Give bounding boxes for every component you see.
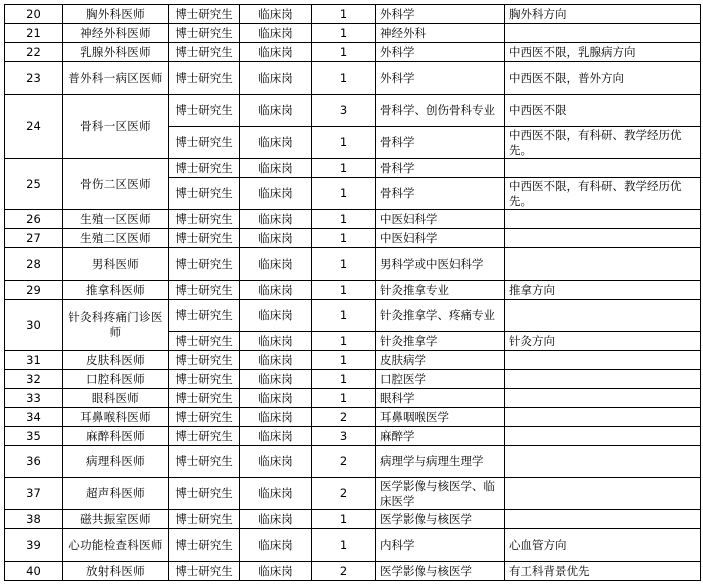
major: 针灸推拿学、疼痛专业 bbox=[376, 300, 505, 332]
position-name: 口腔科医师 bbox=[63, 370, 169, 389]
major: 针灸推拿专业 bbox=[376, 281, 505, 300]
position-name: 放射科医师 bbox=[63, 562, 169, 581]
position-name: 麻醉科医师 bbox=[63, 427, 169, 446]
row-number: 33 bbox=[5, 389, 63, 408]
post-type: 临床岗 bbox=[240, 281, 312, 300]
education: 博士研究生 bbox=[169, 281, 240, 300]
table-row bbox=[5, 24, 701, 43]
row-number: 37 bbox=[5, 478, 63, 510]
remarks bbox=[505, 389, 701, 408]
major: 麻醉学 bbox=[376, 427, 505, 446]
row-number: 39 bbox=[5, 529, 63, 562]
education: 博士研究生 bbox=[169, 159, 240, 178]
table-row bbox=[5, 248, 701, 281]
row-number: 24 bbox=[5, 95, 63, 159]
post-type: 临床岗 bbox=[240, 43, 312, 62]
table-row bbox=[5, 229, 701, 248]
post-type: 临床岗 bbox=[240, 229, 312, 248]
table-row bbox=[5, 389, 701, 408]
row-number: 32 bbox=[5, 370, 63, 389]
remarks: 中西医不限，有科研、教学经历优先。 bbox=[505, 178, 701, 210]
post-type: 临床岗 bbox=[240, 332, 312, 351]
major: 内科学 bbox=[376, 529, 505, 562]
post-type: 临床岗 bbox=[240, 178, 312, 210]
position-name: 骨伤二区医师 bbox=[63, 159, 169, 210]
headcount: 1 bbox=[312, 127, 376, 159]
table-row bbox=[5, 5, 701, 24]
remarks bbox=[505, 370, 701, 389]
headcount: 3 bbox=[312, 427, 376, 446]
remarks: 针灸方向 bbox=[505, 332, 701, 351]
table-row bbox=[5, 210, 701, 229]
post-type: 临床岗 bbox=[240, 24, 312, 43]
row-number: 26 bbox=[5, 210, 63, 229]
headcount: 1 bbox=[312, 529, 376, 562]
table-row bbox=[5, 510, 701, 529]
post-type: 临床岗 bbox=[240, 478, 312, 510]
row-number: 29 bbox=[5, 281, 63, 300]
table-row bbox=[5, 562, 701, 581]
position-name: 男科医师 bbox=[63, 248, 169, 281]
major: 骨科学 bbox=[376, 159, 505, 178]
post-type: 临床岗 bbox=[240, 529, 312, 562]
major: 病理学与病理生理学 bbox=[376, 446, 505, 478]
headcount: 1 bbox=[312, 300, 376, 332]
education: 博士研究生 bbox=[169, 427, 240, 446]
education: 博士研究生 bbox=[169, 370, 240, 389]
education: 博士研究生 bbox=[169, 210, 240, 229]
post-type: 临床岗 bbox=[240, 210, 312, 229]
position-name: 眼科医师 bbox=[63, 389, 169, 408]
headcount: 1 bbox=[312, 210, 376, 229]
education: 博士研究生 bbox=[169, 95, 240, 127]
education: 博士研究生 bbox=[169, 5, 240, 24]
post-type: 临床岗 bbox=[240, 562, 312, 581]
position-name: 病理科医师 bbox=[63, 446, 169, 478]
major: 神经外科 bbox=[376, 24, 505, 43]
remarks: 中西医不限，有科研、教学经历优先。 bbox=[505, 127, 701, 159]
post-type: 临床岗 bbox=[240, 446, 312, 478]
remarks bbox=[505, 427, 701, 446]
education: 博士研究生 bbox=[169, 248, 240, 281]
position-name: 普外科一病区医师 bbox=[63, 62, 169, 95]
position-name: 生殖二区医师 bbox=[63, 229, 169, 248]
row-number: 31 bbox=[5, 351, 63, 370]
major: 口腔医学 bbox=[376, 370, 505, 389]
headcount: 1 bbox=[312, 24, 376, 43]
remarks bbox=[505, 446, 701, 478]
position-name: 磁共振室医师 bbox=[63, 510, 169, 529]
position-name: 心功能检查科医师 bbox=[63, 529, 169, 562]
table-row bbox=[5, 427, 701, 446]
table-row bbox=[5, 281, 701, 300]
row-number: 35 bbox=[5, 427, 63, 446]
position-name: 超声科医师 bbox=[63, 478, 169, 510]
headcount: 1 bbox=[312, 159, 376, 178]
remarks bbox=[505, 510, 701, 529]
remarks: 中西医不限 bbox=[505, 95, 701, 127]
education: 博士研究生 bbox=[169, 389, 240, 408]
post-type: 临床岗 bbox=[240, 510, 312, 529]
major: 针灸推拿学 bbox=[376, 332, 505, 351]
major: 外科学 bbox=[376, 43, 505, 62]
table-row bbox=[5, 370, 701, 389]
position-name: 针灸科疼痛门诊医师 bbox=[63, 300, 169, 351]
headcount: 1 bbox=[312, 332, 376, 351]
row-number: 23 bbox=[5, 62, 63, 95]
post-type: 临床岗 bbox=[240, 159, 312, 178]
headcount: 2 bbox=[312, 562, 376, 581]
major: 骨科学 bbox=[376, 178, 505, 210]
headcount: 1 bbox=[312, 229, 376, 248]
headcount: 1 bbox=[312, 5, 376, 24]
position-name: 神经外科医师 bbox=[63, 24, 169, 43]
education: 博士研究生 bbox=[169, 529, 240, 562]
row-number: 34 bbox=[5, 408, 63, 427]
major: 医学影像与核医学 bbox=[376, 510, 505, 529]
education: 博士研究生 bbox=[169, 351, 240, 370]
remarks bbox=[505, 478, 701, 510]
remarks bbox=[505, 159, 701, 178]
education: 博士研究生 bbox=[169, 562, 240, 581]
major: 外科学 bbox=[376, 62, 505, 95]
remarks: 中西医不限，普外方向 bbox=[505, 62, 701, 95]
remarks bbox=[505, 351, 701, 370]
post-type: 临床岗 bbox=[240, 127, 312, 159]
post-type: 临床岗 bbox=[240, 427, 312, 446]
post-type: 临床岗 bbox=[240, 389, 312, 408]
row-number: 40 bbox=[5, 562, 63, 581]
major: 医学影像与核医学 bbox=[376, 562, 505, 581]
headcount: 1 bbox=[312, 389, 376, 408]
headcount: 1 bbox=[312, 510, 376, 529]
remarks bbox=[505, 229, 701, 248]
headcount: 1 bbox=[312, 351, 376, 370]
headcount: 1 bbox=[312, 248, 376, 281]
table-row bbox=[5, 446, 701, 478]
remarks: 有工科背景优先 bbox=[505, 562, 701, 581]
row-number: 27 bbox=[5, 229, 63, 248]
remarks: 推拿方向 bbox=[505, 281, 701, 300]
major: 男科学或中医妇科学 bbox=[376, 248, 505, 281]
remarks bbox=[505, 24, 701, 43]
row-number: 22 bbox=[5, 43, 63, 62]
remarks bbox=[505, 248, 701, 281]
education: 博士研究生 bbox=[169, 229, 240, 248]
table-row bbox=[5, 300, 701, 332]
remarks bbox=[505, 408, 701, 427]
remarks: 心血管方向 bbox=[505, 529, 701, 562]
position-name: 乳腺外科医师 bbox=[63, 43, 169, 62]
major: 医学影像与核医学、临床医学 bbox=[376, 478, 505, 510]
education: 博士研究生 bbox=[169, 408, 240, 427]
position-name: 推拿科医师 bbox=[63, 281, 169, 300]
post-type: 临床岗 bbox=[240, 370, 312, 389]
education: 博士研究生 bbox=[169, 127, 240, 159]
remarks bbox=[505, 210, 701, 229]
headcount: 1 bbox=[312, 178, 376, 210]
education: 博士研究生 bbox=[169, 300, 240, 332]
major: 皮肤病学 bbox=[376, 351, 505, 370]
major: 骨科学 bbox=[376, 127, 505, 159]
headcount: 2 bbox=[312, 478, 376, 510]
major: 外科学 bbox=[376, 5, 505, 24]
post-type: 临床岗 bbox=[240, 62, 312, 95]
headcount: 1 bbox=[312, 62, 376, 95]
education: 博士研究生 bbox=[169, 24, 240, 43]
table-row bbox=[5, 62, 701, 95]
post-type: 临床岗 bbox=[240, 248, 312, 281]
headcount: 1 bbox=[312, 43, 376, 62]
row-number: 28 bbox=[5, 248, 63, 281]
recruitment-table bbox=[4, 4, 701, 581]
position-name: 胸外科医师 bbox=[63, 5, 169, 24]
post-type: 临床岗 bbox=[240, 5, 312, 24]
post-type: 临床岗 bbox=[240, 408, 312, 427]
education: 博士研究生 bbox=[169, 178, 240, 210]
headcount: 1 bbox=[312, 281, 376, 300]
post-type: 临床岗 bbox=[240, 351, 312, 370]
post-type: 临床岗 bbox=[240, 95, 312, 127]
major: 耳鼻咽喉医学 bbox=[376, 408, 505, 427]
position-name: 耳鼻喉科医师 bbox=[63, 408, 169, 427]
remarks: 中西医不限，乳腺病方向 bbox=[505, 43, 701, 62]
post-type: 临床岗 bbox=[240, 300, 312, 332]
position-name: 皮肤科医师 bbox=[63, 351, 169, 370]
education: 博士研究生 bbox=[169, 478, 240, 510]
remarks: 胸外科方向 bbox=[505, 5, 701, 24]
row-number: 20 bbox=[5, 5, 63, 24]
education: 博士研究生 bbox=[169, 510, 240, 529]
major: 骨科学、创伤骨科专业 bbox=[376, 95, 505, 127]
major: 中医妇科学 bbox=[376, 229, 505, 248]
headcount: 3 bbox=[312, 95, 376, 127]
table-row bbox=[5, 408, 701, 427]
table-row bbox=[5, 95, 701, 127]
table-row bbox=[5, 159, 701, 178]
education: 博士研究生 bbox=[169, 446, 240, 478]
row-number: 21 bbox=[5, 24, 63, 43]
table-row bbox=[5, 529, 701, 562]
headcount: 2 bbox=[312, 408, 376, 427]
position-name: 生殖一区医师 bbox=[63, 210, 169, 229]
education: 博士研究生 bbox=[169, 62, 240, 95]
remarks bbox=[505, 300, 701, 332]
headcount: 1 bbox=[312, 370, 376, 389]
position-name: 骨科一区医师 bbox=[63, 95, 169, 159]
education: 博士研究生 bbox=[169, 43, 240, 62]
major: 眼科学 bbox=[376, 389, 505, 408]
row-number: 38 bbox=[5, 510, 63, 529]
education: 博士研究生 bbox=[169, 332, 240, 351]
table-row bbox=[5, 351, 701, 370]
major: 中医妇科学 bbox=[376, 210, 505, 229]
row-number: 30 bbox=[5, 300, 63, 351]
headcount: 2 bbox=[312, 446, 376, 478]
row-number: 36 bbox=[5, 446, 63, 478]
table-row bbox=[5, 478, 701, 510]
table-row bbox=[5, 43, 701, 62]
row-number: 25 bbox=[5, 159, 63, 210]
